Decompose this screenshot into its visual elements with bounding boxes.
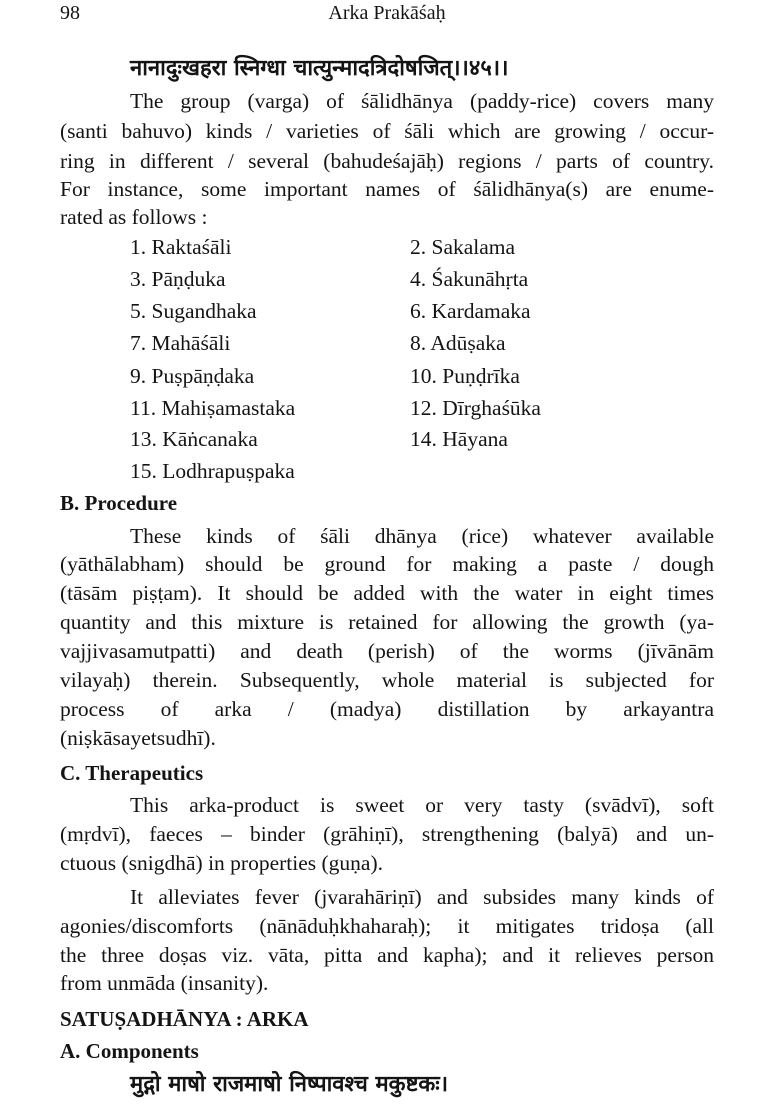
section-heading-therapeutics: C. Therapeutics [60, 761, 204, 785]
variety-item: 7. Mahāśāli [130, 331, 231, 355]
sanskrit-verse-45: नानादुःखहरा स्निग्धा चात्युन्मादत्रिदोषजित्।।४५।। [130, 56, 509, 81]
intro-line: The group (varga) of śālidhānya (paddy-rice) covers many [130, 89, 714, 113]
intro-line: rated as follows : [60, 205, 208, 229]
variety-item: 9. Puṣpāṇḍaka [130, 364, 255, 388]
therapeutics-line: (mṛdvī), faeces – binder (grāhiṇī), strengthening (balyā) and un- [60, 822, 714, 846]
variety-item: 13. Kāṅcanaka [130, 427, 258, 451]
variety-item: 15. Lodhrapuṣpaka [130, 459, 295, 483]
procedure-line: process of arka / (madya) distillation by arkayantra [60, 697, 714, 721]
therapeutics-line: agonies/discomforts (nānāduḥkhaharaḥ); it mitigates tridoṣa (all [60, 914, 714, 938]
therapeutics-line: This arka-product is sweet or very tasty (svādvī), soft [130, 793, 714, 817]
therapeutics-line: It alleviates fever (jvarahāriṇī) and subsides many kinds of [130, 885, 714, 909]
variety-item: 4. Śakunāhṛta [410, 267, 529, 291]
variety-item: 14. Hāyana [410, 427, 508, 451]
procedure-line: vajjivasamutpatti) and death (perish) of the worms (jīvānām [60, 639, 714, 663]
intro-line: (santi bahuvo) kinds / varieties of śāli which are growing / occur- [60, 119, 714, 143]
intro-line: For instance, some important names of śālidhānya(s) are enume- [60, 177, 714, 201]
running-head [60, 2, 714, 32]
variety-item: 12. Dīrghaśūka [410, 396, 541, 420]
therapeutics-line: ctuous (snigdhā) in properties (guṇa). [60, 851, 384, 875]
procedure-line: (tāsām piṣṭam). It should be added with the water in eight times [60, 581, 714, 605]
procedure-line: These kinds of śāli dhānya (rice) whatever available [130, 524, 714, 548]
variety-item: 11. Mahiṣamastaka [130, 396, 296, 420]
intro-line: ring in different / several (bahudeśajāḥ) regions / parts of country. [60, 149, 714, 173]
section-heading-components: A. Components [60, 1039, 199, 1063]
variety-item: 5. Sugandhaka [130, 299, 257, 323]
variety-item: 1. Raktaśāli [130, 235, 232, 259]
therapeutics-line: the three doṣas viz. vāta, pitta and kapha); and it relieves person [60, 943, 714, 967]
variety-item: 2. Sakalama [410, 235, 516, 259]
procedure-line: quantity and this mixture is retained for allowing the growth (ya- [60, 610, 714, 634]
variety-item: 3. Pāṇḍuka [130, 267, 226, 291]
section-heading-procedure: B. Procedure [60, 491, 178, 515]
procedure-line: (yāthālabham) should be ground for making a paste / dough [60, 552, 714, 576]
page-number: 98 [60, 2, 80, 24]
variety-item: 8. Adūṣaka [410, 331, 506, 355]
variety-item: 6. Kardamaka [410, 299, 531, 323]
procedure-line: vilayaḥ) therein. Subsequently, whole material is subjected for [60, 668, 714, 692]
variety-item: 10. Puṇḍrīka [410, 364, 520, 388]
section-title-satusadhanya: SATUṢADHĀNYA : ARKA [60, 1007, 309, 1031]
sanskrit-verse-components: मुद्गो माषो राजमाषो निष्पावश्च मकुष्टकः। [130, 1072, 449, 1097]
therapeutics-line: from unmāda (insanity). [60, 971, 269, 995]
procedure-line: (niṣkāsayetsudhī). [60, 726, 216, 750]
running-title: Arka Prakāśaḥ [328, 2, 446, 24]
